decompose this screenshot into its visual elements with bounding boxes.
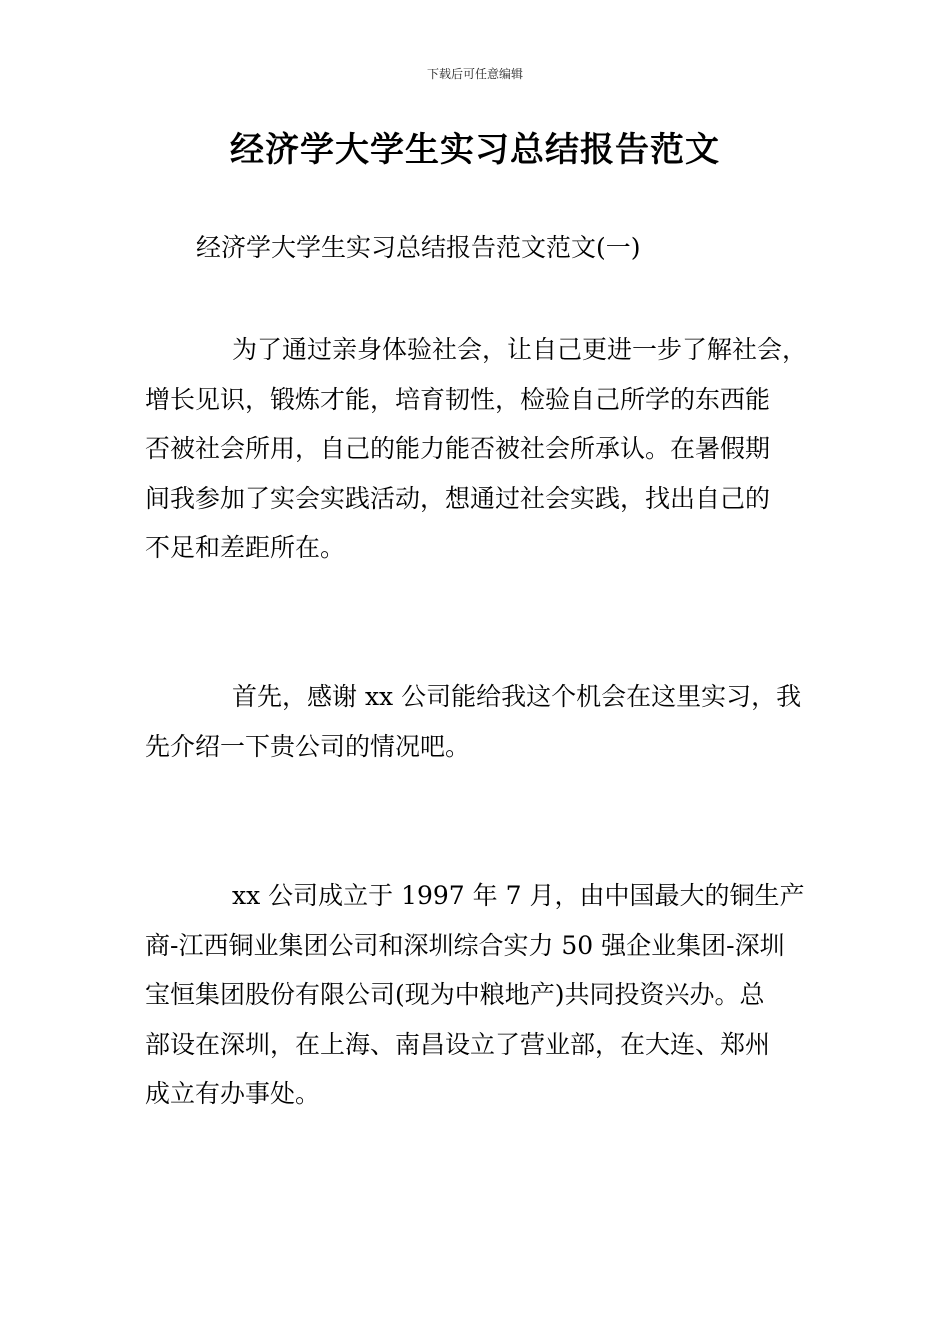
paragraph-line: 否被社会所用，自己的能力能否被社会所承认。在暑假期 (145, 434, 771, 464)
paragraph-line: 商-江西铜业集团公司和深圳综合实力 50 强企业集团-深圳 (145, 930, 785, 960)
paragraph-line: 成立有办事处。 (145, 1079, 321, 1109)
paragraph-line: 宝恒集团股份有限公司(现为中粮地产)共同投资兴办。总 (145, 980, 765, 1010)
paragraph-line: 增长见识，锻炼才能，培育韧性，检验自己所学的东西能 (145, 384, 771, 414)
paragraph-2 (145, 672, 845, 771)
paragraph-line: 部设在深圳，在上海、南昌设立了营业部，在大连、郑州 (145, 1029, 771, 1059)
paragraph-line: xx 公司成立于 1997 年 7 月，由中国最大的铜生产 (232, 881, 805, 910)
document-title: 经济学大学生实习总结报告范文 (230, 130, 720, 170)
paragraph-1 (145, 325, 845, 573)
paragraph-line: 不足和差距所在。 (145, 533, 346, 563)
paragraph-line: 为了通过亲身体验社会，让自己更进一步了解社会， (232, 335, 808, 364)
paragraph-line: 间我参加了实会实践活动，想通过社会实践，找出自己的 (145, 483, 771, 513)
paragraph-line: 首先，感谢 xx 公司能给我这个机会在这里实习，我 (232, 682, 802, 711)
header-note: 下载后可任意编辑 (426, 67, 523, 81)
document-subtitle: 经济学大学生实习总结报告范文范文(一) (196, 233, 641, 262)
paragraph-line: 先介绍一下贵公司的情况吧。 (145, 731, 471, 761)
paragraph-3 (145, 871, 845, 1119)
